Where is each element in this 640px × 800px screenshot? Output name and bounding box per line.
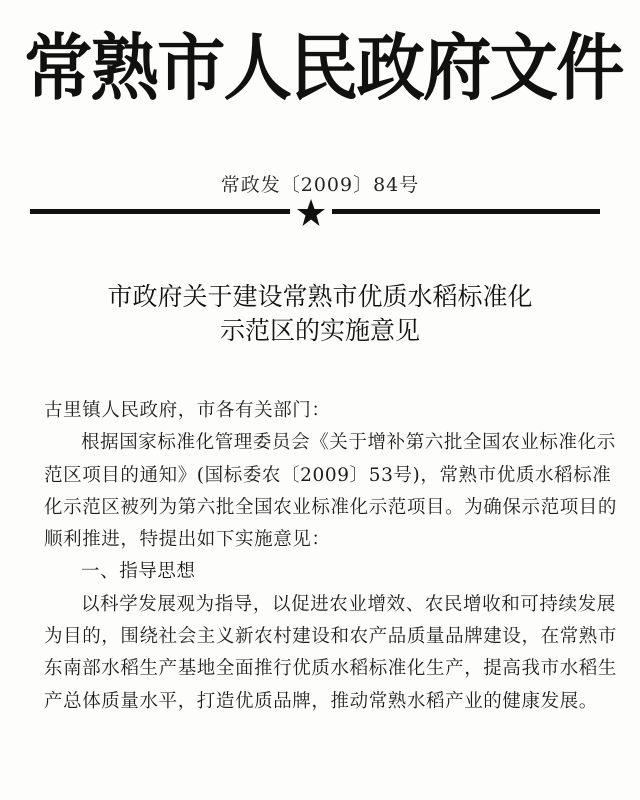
document-body <box>44 395 624 718</box>
section-heading-guiding-principle: 一、指导思想 <box>81 561 196 583</box>
document-title-line-1: 市政府关于建设常熟市优质水稻标准化 <box>107 282 533 311</box>
document-number: 常政发〔2009〕84号 <box>220 174 420 196</box>
header-divider-right <box>332 209 600 214</box>
salutation: 古里镇人民政府，市各有关部门： <box>44 400 331 421</box>
body-paragraph-guiding-principle: 以科学发展观为指导，以促进农业增效、农民增收和可持续发展为目的，围绕社会主义新农村建设和农产品质量品牌建设，在常熟市东南部水稻生产基地全面推行优质水稻标准化生产，提高我市水稻生产总体质量水平，打造优质品牌，推动常熟水稻产业的健康发展。 <box>44 593 618 712</box>
document-header-title: 常熟市人民政府文件 <box>24 26 623 110</box>
body-paragraph-intro: 根据国家标准化管理委员会《关于增补第六批全国农业标准化示范区项目的通知》(国标委农〔2009〕53号)，常熟市优质水稻标准化示范区被列为第六批全国农业标准化示范项目。为确保示范项目的顺利推进，特提出如下实施意见： <box>44 432 618 551</box>
star-icon <box>296 198 326 228</box>
document-title <box>0 280 640 348</box>
header-divider-left <box>30 209 290 214</box>
document-title-line-2: 示范区的实施意见 <box>219 316 420 345</box>
